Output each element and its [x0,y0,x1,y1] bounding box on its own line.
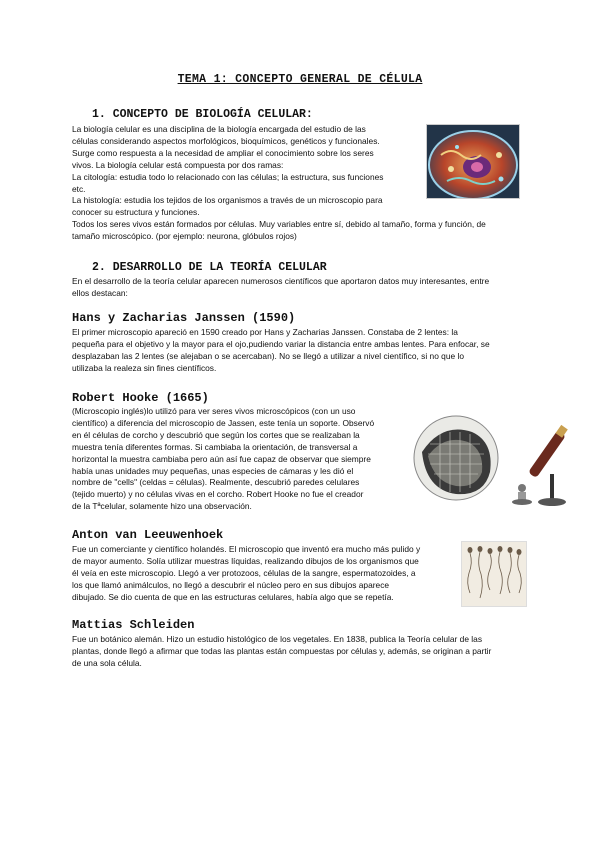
leeuwenhoek-drawings-image [461,541,527,607]
janssen-heading: Hans y Zacharias Janssen (1590) [72,311,296,325]
section-2-text: En el desarrollo de la teoría celular aparecen numerosos científicos que aportaron datos muy interesantes, entre ellos destacan: [72,276,490,298]
leeuwenhoek-heading: Anton van Leeuwenhoek [72,528,224,542]
leeuwenhoek-text: Fue un comerciante y científico holandés. El microscopio que inventó era mucho más pulido y de mayor aumento. Solía utilizar muestras líquidas, realizando dibujos de los organismos que él veía en este microscopio. Llegó a ver protozoos, células de la sangre, espermatozoides, a los que llamó animálculos, no llegó a descubrir el núcleo pero en sus dibujos aparece dibujado. Se dio cuenta de que en las estructuras celulares, había algo que se repetía. [72,544,421,602]
janssen-text: El primer microscopio apareció en 1590 creado por Hans y Zacharias Janssen. Constaba de 2 lentes: la pequeña para el objetivo y la mayor para el ojo,pudiendo variar la distancia entre ambas lentes. Para enfocar, se desplazaban las 2 lentes (se alejaban o se acercaban). No se llegó a utilizar a nivel científico, si no que lo utilizaba la realeza sin fines científicos. [72,327,490,373]
section-2-heading: 2. DESARROLLO DE LA TEORÍA CELULAR [92,261,327,274]
page-title: TEMA 1: CONCEPTO GENERAL DE CÉLULA [177,73,423,86]
cell-illustration-image [426,124,520,199]
schleiden-text: Fue un botánico alemán. Hizo un estudio histológico de los vegetales. En 1838, publica la Teoría celular de las plantas, donde llegó a afirmar que todas las plantas están compuestas por células y, además, se originan a partir de una sola célula. [72,634,492,668]
hooke-cork-microscope-image [410,404,580,514]
section-1-heading: 1. CONCEPTO DE BIOLOGÍA CELULAR: [92,108,313,121]
hooke-heading: Robert Hooke (1665) [72,391,209,405]
hooke-text: (Microscopio inglés)lo utilizó para ver seres vivos microscópicos (con un uso científico) a diferencia del microscopio de Jassen, este tenía un soporte. Observó en él células de corcho y descubrió que según los cortes que se realizaban la muestra tenía diferentes formas. Si cambiaba la orientación, de transversal a horizontal la muestra cambiaba pero aún así fue capaz de observar que siempre había unas unidades muy pequeñas, unas especies de cámaras y les dió el nombre de "cells" (celdas = células). Realmente, descubrió paredes celulares (tejido muerto) y no células vivas en el corcho. Robert Hooke no fue el creador de la Tªcelular, solamente hizo una observación. [72,406,375,512]
section-1-text: La biología celular es una disciplina de la biología encargada del estudio de las células considerando aspectos morfológicos, bioquímicos, genéticos y funcionales. Surge como respuesta a la necesidad de ampliar el conocimiento sobre los seres vivos. La biología celular está compuesta por dos ramas: La citología: estudia todo lo relacionado con las células; la estructura, sus funciones etc. La histología: estudia los tejidos de los organismos a través de un microscopio para conocer su estructura y funciones. Todos los seres vivos están formados por células. Muy variables entre sí, debido al tamaño, forma y función, de tamaño microscópico. (por ejemplo: neurona, glóbulos rojos) [72,124,486,242]
schleiden-heading: Mattias Schleiden [72,618,195,632]
